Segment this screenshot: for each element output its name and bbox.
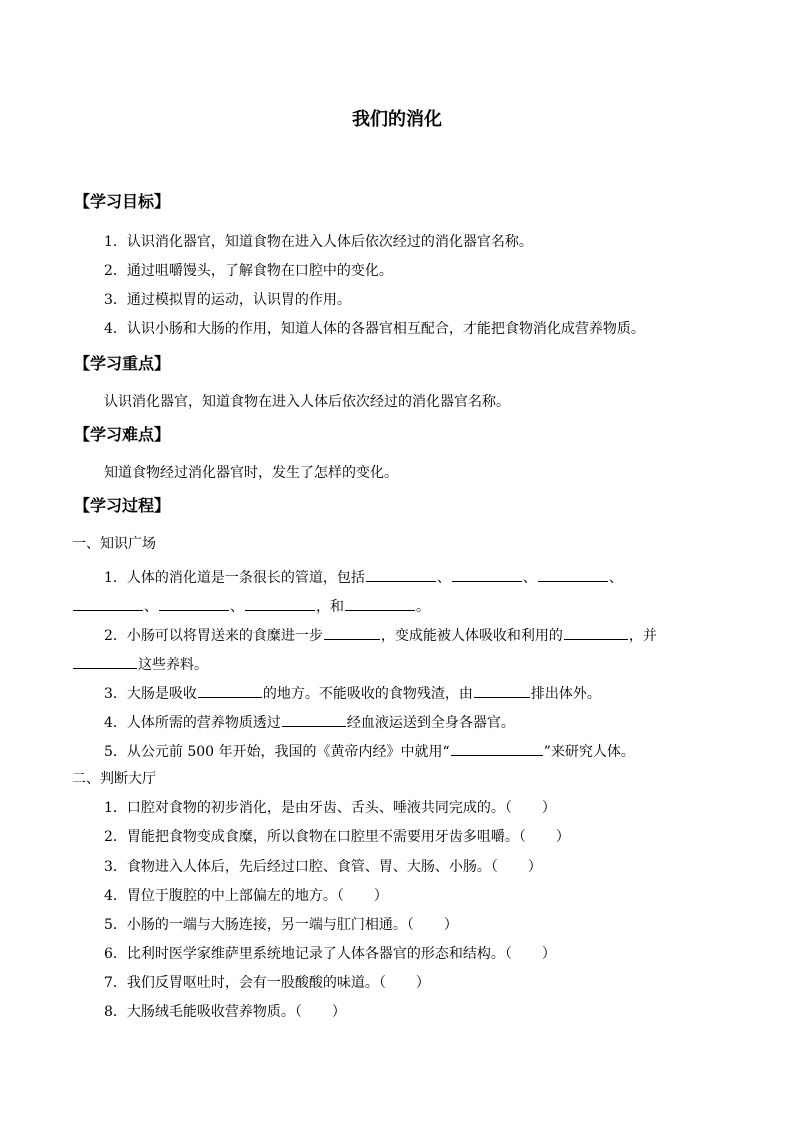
goal-item-2: 2．通过咀嚼馒头，了解食物在口腔中的变化。 [104,263,393,279]
separator: 、 [522,570,537,586]
q2-line1 [104,624,657,646]
blank-8[interactable] [324,624,380,640]
q1-end: 。 [416,599,430,615]
q4-line [104,711,515,733]
q2-text-c: ，并 [628,628,657,644]
judge-text: 4．胃位于腹腔的中上部偏左的地方。（ [104,888,344,904]
paren-close: ） [373,888,388,904]
blank-10[interactable] [73,653,137,669]
separator: 、 [608,570,623,586]
q3-line [104,682,601,704]
paren-close: ） [541,946,556,962]
q2-text-a: 2．小肠可以将胃送来的食糜进一步 [104,628,323,644]
q1-text: 1．人体的消化道是一条很长的管道，包括 [104,570,365,586]
blank-1[interactable] [366,566,436,582]
q2-line2 [72,653,208,675]
separator: 、 [436,570,451,586]
q3-text-c: 排出体外。 [530,686,601,702]
goal-item-4: 4．认识小肠和大肠的作用，知道人体的各器官相互配合，才能把食物消化成营养物质。 [104,321,645,337]
q5-text-a: 5．从公元前 500 年开始，我国的《黄帝内经》中就用“ [104,744,450,760]
q5-line [104,740,635,762]
judge-item-4 [104,886,388,906]
paren-close: ） [527,859,542,875]
judge-text: 8．大肠绒毛能吸收营养物质。（ [104,1004,302,1020]
blank-12[interactable] [474,682,530,698]
judge-item-7 [104,973,430,993]
q1-line1 [104,566,623,588]
blank-7[interactable] [345,595,415,611]
blank-3[interactable] [538,566,608,582]
difficulty-heading: 【学习难点】 [74,425,171,444]
blank-13[interactable] [282,711,346,727]
separator: 、 [144,599,158,615]
blank-11[interactable] [198,682,262,698]
q4-text-a: 4．人体所需的营养物质透过 [104,715,281,731]
q1-and: ，和 [316,599,344,615]
q2-text-b: ，变成能被人体吸收和利用的 [380,628,563,644]
blank-2[interactable] [452,566,522,582]
paren-close: ） [541,800,556,816]
judge-text: 5．小肠的一端与大肠连接，另一端与肛门相通。（ [104,917,414,933]
judge-item-2 [104,827,570,847]
q1-line2 [72,595,430,617]
q2-text-d: 这些养料。 [138,657,208,673]
separator: 、 [230,599,244,615]
paren-close: ） [443,917,458,933]
goal-item-3: 3．通过模拟胃的运动，认识胃的作用。 [104,292,351,308]
q3-text-a: 3．大肠是吸收 [104,686,197,702]
judge-item-5 [104,915,458,935]
page-title: 我们的消化 [352,109,442,130]
blank-4[interactable] [73,595,143,611]
judge-item-8 [104,1002,346,1022]
judge-text: 3．食物进入人体后，先后经过口腔、食管、胃、大肠、小肠。（ [104,859,498,875]
blank-14[interactable] [451,740,543,756]
part2-title: 二、判断大厅 [72,771,156,787]
judge-text: 2．胃能把食物变成食糜，所以食物在口腔里不需要用牙齿多咀嚼。（ [104,829,526,845]
process-heading: 【学习过程】 [74,496,171,515]
key-text: 认识消化器官，知道食物在进入人体后依次经过的消化器官名称。 [104,394,510,410]
paren-close: ） [555,829,570,845]
judge-item-3 [104,857,542,877]
judge-item-6 [104,944,556,964]
blank-5[interactable] [159,595,229,611]
judge-text: 7．我们反胃呕吐时，会有一股酸酸的味道。（ [104,975,386,991]
blank-6[interactable] [245,595,315,611]
q5-text-b: ”来研究人体。 [543,744,635,760]
q3-text-b: 的地方。不能吸收的食物残渣，由 [262,686,473,702]
paren-close: ） [331,1004,346,1020]
judge-text: 1．口腔对食物的初步消化，是由牙齿、舌头、唾液共同完成的。（ [104,800,512,816]
paren-close: ） [415,975,430,991]
judge-text: 6．比利时医学家维萨里系统地记录了人体各器官的形态和结构。（ [104,946,512,962]
goal-item-1: 1．认识消化器官，知道食物在进入人体后依次经过的消化器官名称。 [104,234,533,250]
q4-text-b: 经血液运送到全身各器官。 [346,715,515,731]
part1-title: 一、知识广场 [72,536,156,552]
difficulty-text: 知道食物经过消化器官时，发生了怎样的变化。 [104,465,398,481]
key-heading: 【学习重点】 [74,354,171,373]
goals-heading: 【学习目标】 [74,192,171,211]
judge-item-1 [104,798,556,818]
blank-9[interactable] [564,624,628,640]
